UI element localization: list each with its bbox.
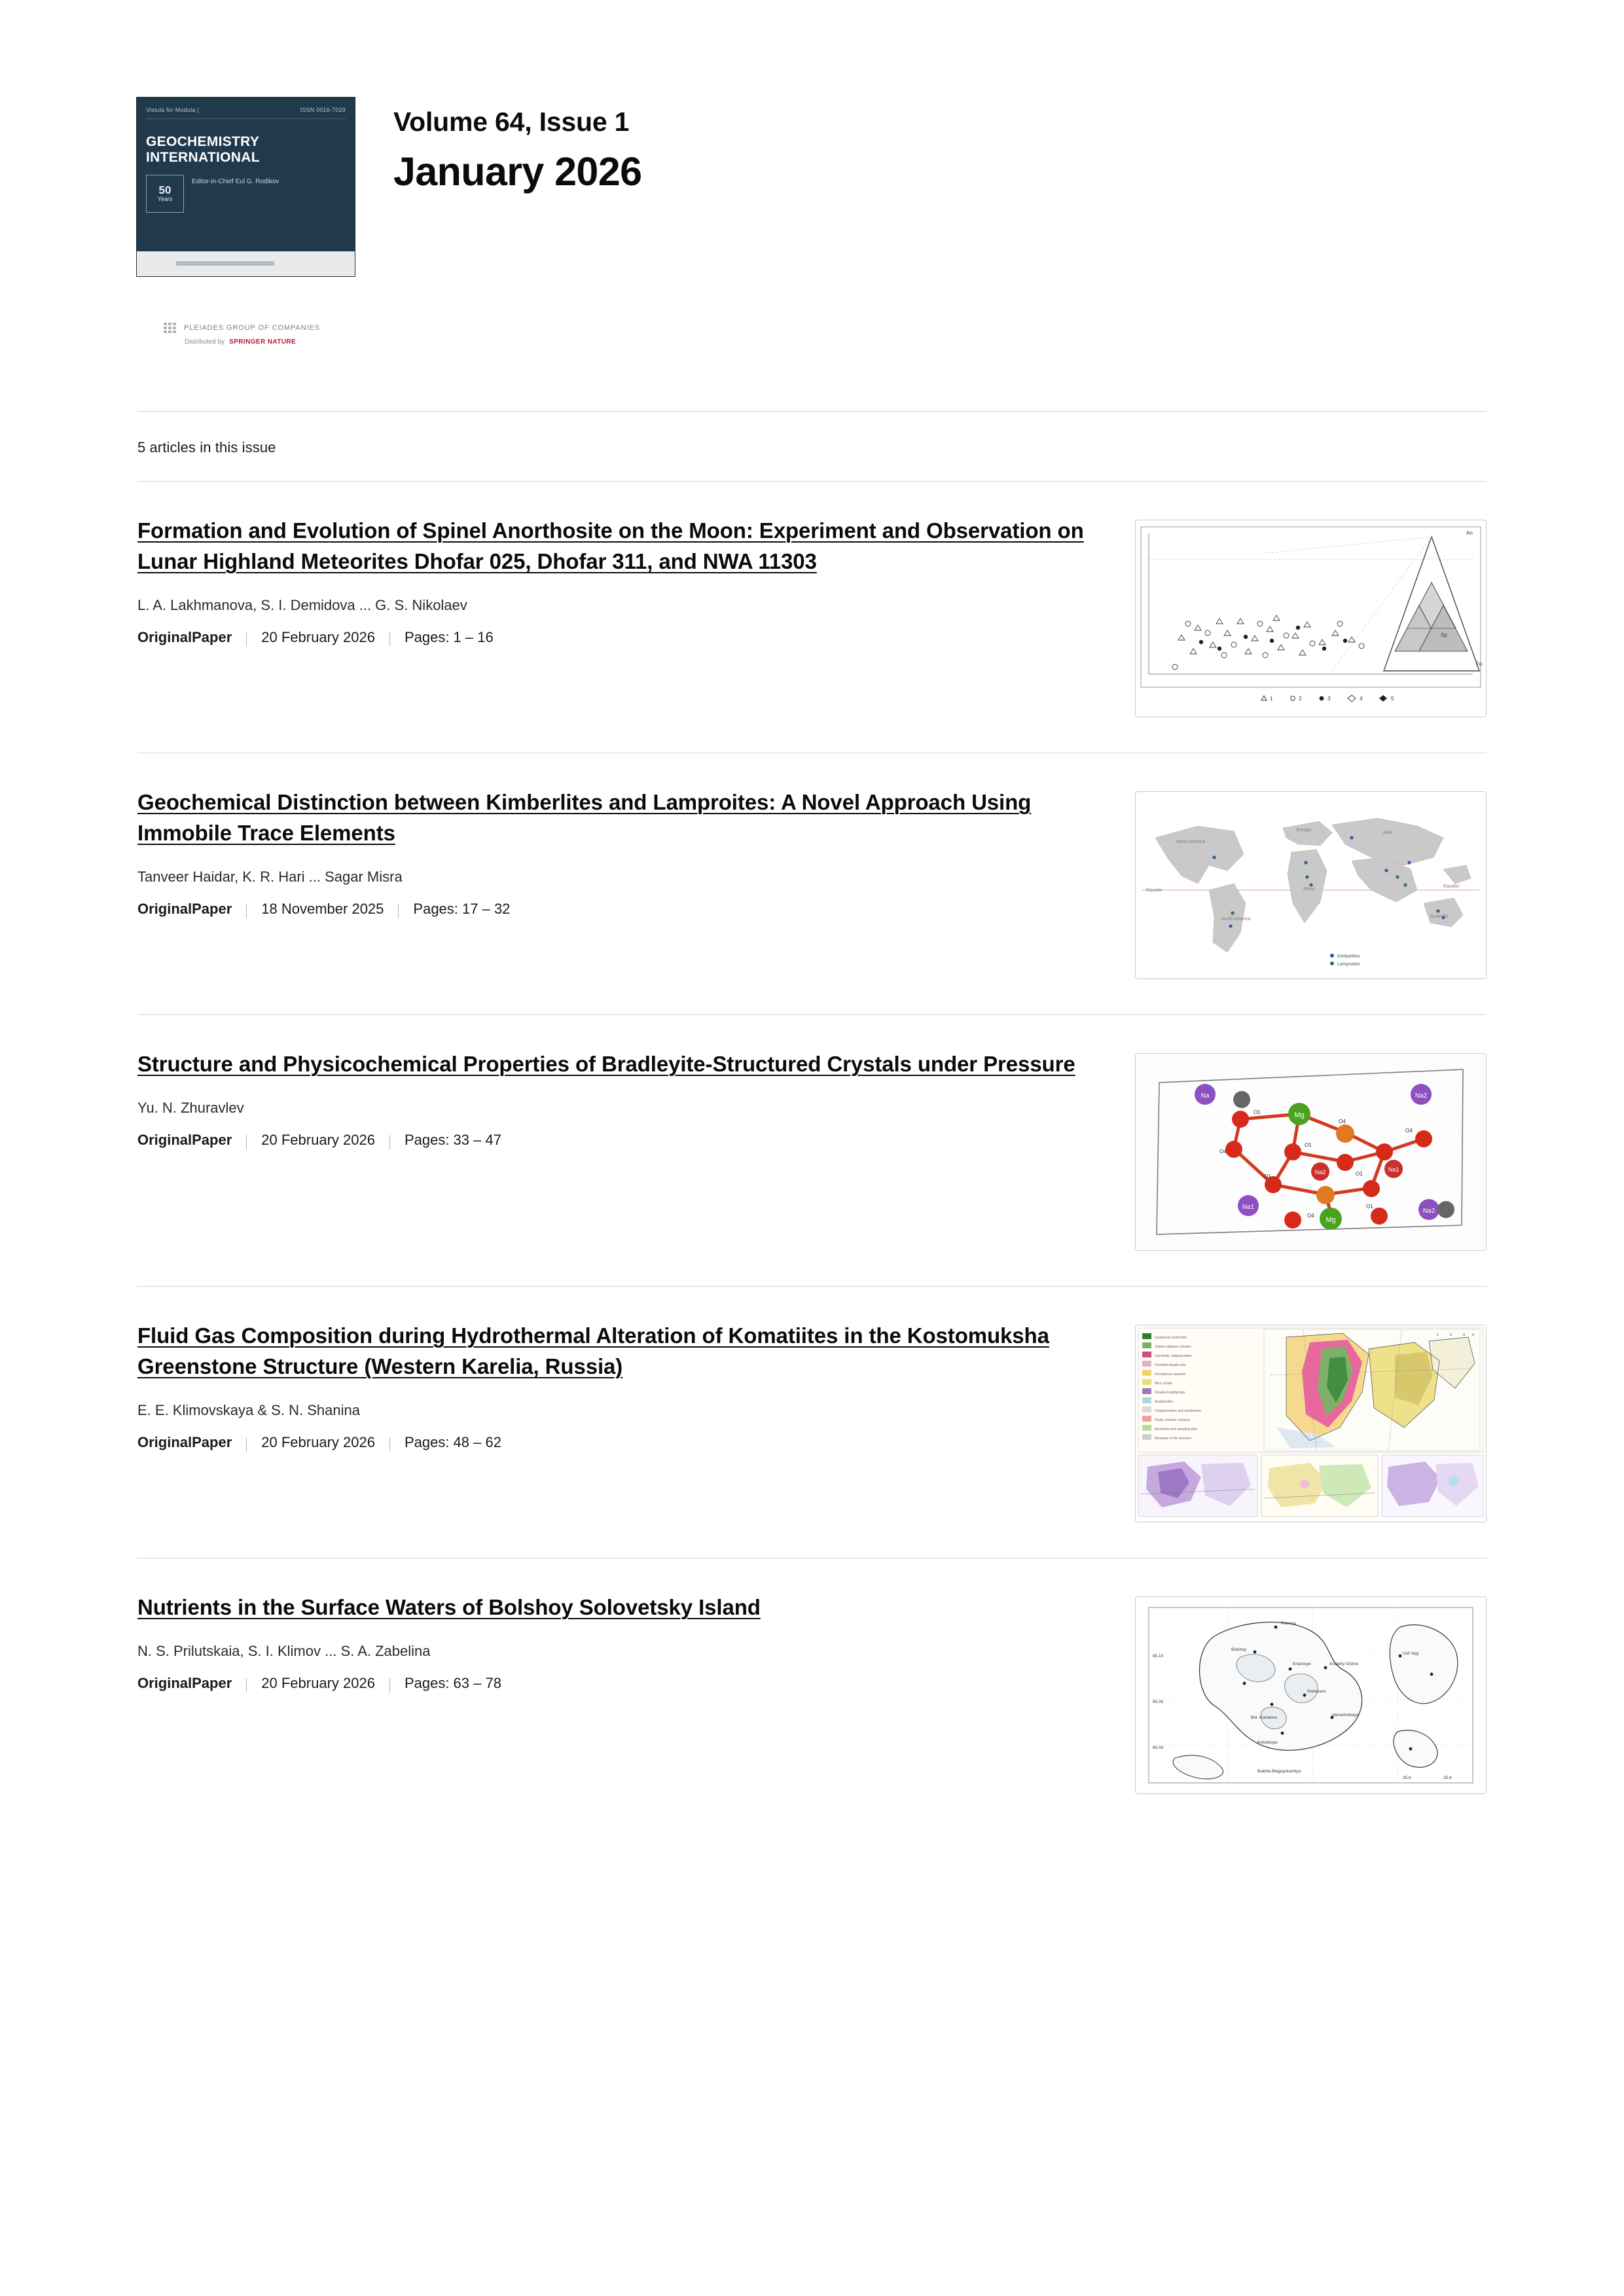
meta-separator xyxy=(246,1678,247,1693)
publisher-block xyxy=(164,323,340,346)
article-type-label: OriginalPaper xyxy=(137,628,232,645)
island-sampling-map-thumbnail[interactable] xyxy=(1135,1596,1487,1794)
svg-text:O1: O1 xyxy=(1366,1204,1373,1210)
svg-text:Conglomerates and sandstones: Conglomerates and sandstones xyxy=(1155,1409,1201,1413)
meta-separator xyxy=(398,904,399,918)
svg-text:Krasnoye: Krasnoye xyxy=(1293,1662,1311,1666)
svg-text:Equator: Equator xyxy=(1146,888,1163,893)
svg-text:2: 2 xyxy=(1450,1333,1452,1337)
geological-map-thumbnail[interactable] xyxy=(1135,1325,1487,1522)
article-meta xyxy=(137,1132,1087,1149)
meta-separator xyxy=(246,1437,247,1452)
svg-text:65.00: 65.00 xyxy=(1153,1746,1164,1750)
article-title-link[interactable]: Geochemical Distinction between Kimberlites and Lamproites: A Novel Approach Using Immobile Trace Elements xyxy=(137,790,1032,845)
article-pages: Pages: 33 – 47 xyxy=(404,1131,501,1148)
article-type-label: OriginalPaper xyxy=(137,1433,232,1450)
svg-text:Na1: Na1 xyxy=(1242,1204,1255,1211)
svg-text:O1: O1 xyxy=(1254,1109,1261,1115)
article-date: 18 November 2025 xyxy=(261,900,384,917)
svg-text:Faults, tectonic contacts: Faults, tectonic contacts xyxy=(1155,1418,1190,1422)
svg-text:Bukhta Blagopoluchiya: Bukhta Blagopoluchiya xyxy=(1257,1769,1301,1774)
svg-text:Ferruginous quartzite: Ferruginous quartzite xyxy=(1155,1372,1186,1376)
svg-text:Sp: Sp xyxy=(1441,632,1447,638)
article-text-block xyxy=(137,1592,1087,1692)
svg-text:Fo: Fo xyxy=(1476,661,1483,667)
svg-text:35.6: 35.6 xyxy=(1403,1776,1411,1780)
svg-text:Bol. Kornilovo: Bol. Kornilovo xyxy=(1251,1715,1278,1720)
meta-separator xyxy=(389,632,390,647)
article-type-label: OriginalPaper xyxy=(137,1131,232,1148)
cover-journal-title: GEOCHEMISTRY INTERNATIONAL xyxy=(146,134,260,165)
article-pages: Pages: 17 – 32 xyxy=(413,900,511,917)
svg-text:65.10: 65.10 xyxy=(1153,1654,1164,1659)
svg-text:North America: North America xyxy=(1176,840,1206,844)
svg-text:Quaternary sediments: Quaternary sediments xyxy=(1155,1336,1187,1340)
svg-text:South America: South America xyxy=(1221,917,1251,922)
svg-text:Granitoids, plagiogranites: Granitoids, plagiogranites xyxy=(1155,1354,1192,1358)
article-type-label: OriginalPaper xyxy=(137,900,232,917)
masthead xyxy=(0,0,1624,277)
publisher-group-row xyxy=(164,323,340,333)
svg-text:Boreholes and sampling sites: Boreholes and sampling sites xyxy=(1155,1427,1198,1431)
ternary-scatter-diagram-thumbnail[interactable] xyxy=(1135,520,1487,717)
svg-text:Boundary of the structure: Boundary of the structure xyxy=(1155,1437,1192,1441)
article-title-link[interactable]: Nutrients in the Surface Waters of Bolshoy Solovetsky Island xyxy=(137,1595,761,1619)
article-title-link[interactable]: Fluid Gas Composition during Hydrothermal Alteration of Komatiites in the Kostomuksha Greenstone Structure (Western Karelia, Russia) xyxy=(137,1323,1049,1378)
svg-text:3: 3 xyxy=(1463,1333,1465,1337)
svg-text:1: 1 xyxy=(1270,696,1273,702)
svg-text:Ust'-Vyg: Ust'-Vyg xyxy=(1403,1651,1419,1656)
meta-separator xyxy=(246,904,247,918)
svg-text:Mg: Mg xyxy=(1326,1216,1336,1224)
cover-top-left-text: Vistula for Modula | xyxy=(146,107,199,113)
svg-text:Africa: Africa xyxy=(1303,887,1315,891)
article-date: 20 February 2026 xyxy=(261,1131,375,1148)
svg-text:35.8: 35.8 xyxy=(1443,1776,1452,1780)
world-map-icon xyxy=(1136,792,1486,978)
article-text-block xyxy=(137,1049,1087,1149)
svg-text:Mica schists: Mica schists xyxy=(1155,1382,1173,1386)
svg-text:5: 5 xyxy=(1391,696,1394,702)
issue-volume-label: Volume 64, Issue 1 xyxy=(393,107,630,137)
svg-text:Na1: Na1 xyxy=(1388,1166,1399,1173)
cover-top-right-text: ISSN 0016-7029 xyxy=(300,107,346,113)
article-text-block xyxy=(137,787,1087,918)
cover-editor-line: Editor-in-Chief Eul G. Rodikov xyxy=(192,178,280,185)
article-title-link[interactable]: Formation and Evolution of Spinel Anorthosite on the Moon: Experiment and Observation on Lunar Highland Meteorites Dhofar 025, Dhofar 311, and NWA 11303 xyxy=(137,518,1084,573)
distributed-by-label: Distributed by xyxy=(185,338,225,346)
list-item xyxy=(137,753,1487,1015)
cover-top-line xyxy=(146,107,346,113)
article-date: 20 February 2026 xyxy=(261,1433,375,1450)
svg-text:O4: O4 xyxy=(1339,1119,1346,1124)
meta-separator xyxy=(389,1437,390,1452)
header-divider xyxy=(137,411,1487,412)
article-authors: Tanveer Haidar, K. R. Hari ... Sagar Misra xyxy=(137,868,403,885)
article-date: 20 February 2026 xyxy=(261,628,375,645)
crystal-structure-icon xyxy=(1136,1054,1486,1250)
svg-text:3: 3 xyxy=(1327,696,1331,702)
svg-text:O4: O4 xyxy=(1405,1128,1413,1134)
svg-text:O4: O4 xyxy=(1307,1213,1314,1219)
meta-separator xyxy=(246,1135,247,1149)
publisher-group-label: PLEIADES GROUP OF COMPANIES xyxy=(184,324,320,332)
cover-anniversary-badge xyxy=(146,175,184,213)
svg-text:Australia: Australia xyxy=(1430,914,1449,919)
issue-date-label: January 2026 xyxy=(393,149,642,194)
svg-text:Komatiite-basalt suite: Komatiite-basalt suite xyxy=(1155,1363,1186,1367)
article-authors: N. S. Prilutskaia, S. I. Klimov ... S. A. Zabelina xyxy=(137,1642,431,1659)
ternary-scatter-diagram-icon xyxy=(1136,520,1486,717)
article-title-link[interactable]: Structure and Physicochemical Properties of Bradleyite-Structured Crystals under Pressure xyxy=(137,1052,1075,1076)
article-meta xyxy=(137,1675,1087,1692)
article-meta xyxy=(137,1434,1087,1451)
article-authors: L. A. Lakhmanova, S. I. Demidova ... G. S. Nikolaev xyxy=(137,596,467,613)
svg-text:Kolodnoye: Kolodnoye xyxy=(1257,1740,1278,1745)
svg-text:Gabbro-diabase complex: Gabbro-diabase complex xyxy=(1155,1345,1191,1349)
pleiades-logo-icon xyxy=(164,323,178,333)
article-text-block xyxy=(137,1321,1087,1451)
svg-text:Anzerky Ostrov: Anzerky Ostrov xyxy=(1329,1662,1359,1666)
article-meta xyxy=(137,629,1087,646)
article-list xyxy=(0,482,1624,1829)
svg-text:O1: O1 xyxy=(1356,1171,1363,1177)
svg-text:Na2: Na2 xyxy=(1422,1208,1435,1215)
svg-text:Na2: Na2 xyxy=(1314,1169,1326,1175)
article-pages: Pages: 1 – 16 xyxy=(404,628,494,645)
cover-footer-band xyxy=(137,251,355,276)
svg-text:4: 4 xyxy=(1472,1333,1474,1337)
svg-text:Europe: Europe xyxy=(1297,828,1312,833)
svg-text:Petrova: Petrova xyxy=(1281,1621,1296,1626)
svg-text:1: 1 xyxy=(1437,1333,1439,1337)
svg-text:O1: O1 xyxy=(1305,1142,1312,1148)
island-map-icon xyxy=(1136,1597,1486,1793)
svg-text:65.05: 65.05 xyxy=(1153,1700,1164,1704)
cover-divider xyxy=(146,118,346,119)
article-type-label: OriginalPaper xyxy=(137,1674,232,1691)
list-item xyxy=(137,1015,1487,1287)
meta-separator xyxy=(246,632,247,647)
list-item xyxy=(137,482,1487,753)
meta-separator xyxy=(389,1678,390,1693)
cover-badge-number: 50 xyxy=(158,183,171,196)
svg-text:Na: Na xyxy=(1200,1092,1210,1100)
article-authors: E. E. Klimovskaya & S. N. Shanina xyxy=(137,1401,360,1418)
svg-text:Tonalite-trondhjemite: Tonalite-trondhjemite xyxy=(1155,1391,1185,1395)
svg-text:O1: O1 xyxy=(1264,1174,1271,1179)
article-pages: Pages: 63 – 78 xyxy=(404,1674,501,1691)
svg-text:2: 2 xyxy=(1299,696,1302,702)
article-pages: Pages: 48 – 62 xyxy=(404,1433,501,1450)
geological-map-icon xyxy=(1136,1325,1486,1522)
cover-badge-label: Years xyxy=(157,196,173,203)
world-map-localities-thumbnail[interactable] xyxy=(1135,791,1487,979)
springer-nature-label: SPRINGER NATURE xyxy=(229,338,297,346)
svg-text:Bolshoy: Bolshoy xyxy=(1231,1647,1247,1652)
journal-cover-image[interactable] xyxy=(136,97,355,277)
svg-text:Mg: Mg xyxy=(1294,1111,1305,1119)
svg-text:Na2: Na2 xyxy=(1415,1092,1428,1100)
article-meta xyxy=(137,901,1087,918)
svg-text:Pertozero: Pertozero xyxy=(1307,1689,1326,1694)
publisher-distributor-row xyxy=(185,338,340,346)
list-item xyxy=(137,1287,1487,1558)
article-count-label: 5 articles in this issue xyxy=(137,439,276,456)
svg-text:O4: O4 xyxy=(1219,1149,1227,1155)
svg-text:Varvarinskaya: Varvarinskaya xyxy=(1332,1713,1359,1717)
list-item xyxy=(137,1558,1487,1829)
svg-text:Lamproites: Lamproites xyxy=(1337,962,1360,967)
article-text-block xyxy=(137,516,1087,646)
svg-text:Equator: Equator xyxy=(1443,884,1460,889)
article-date: 20 February 2026 xyxy=(261,1674,375,1691)
svg-text:Kimberlites: Kimberlites xyxy=(1337,954,1360,959)
svg-text:An: An xyxy=(1466,530,1473,536)
crystal-structure-thumbnail[interactable] xyxy=(1135,1053,1487,1251)
issue-meta xyxy=(393,97,641,196)
svg-text:Asia: Asia xyxy=(1383,831,1392,835)
article-authors: Yu. N. Zhuravlev xyxy=(137,1099,244,1116)
meta-separator xyxy=(389,1135,390,1149)
svg-text:Amphibolites: Amphibolites xyxy=(1155,1400,1174,1404)
svg-text:4: 4 xyxy=(1360,696,1363,702)
